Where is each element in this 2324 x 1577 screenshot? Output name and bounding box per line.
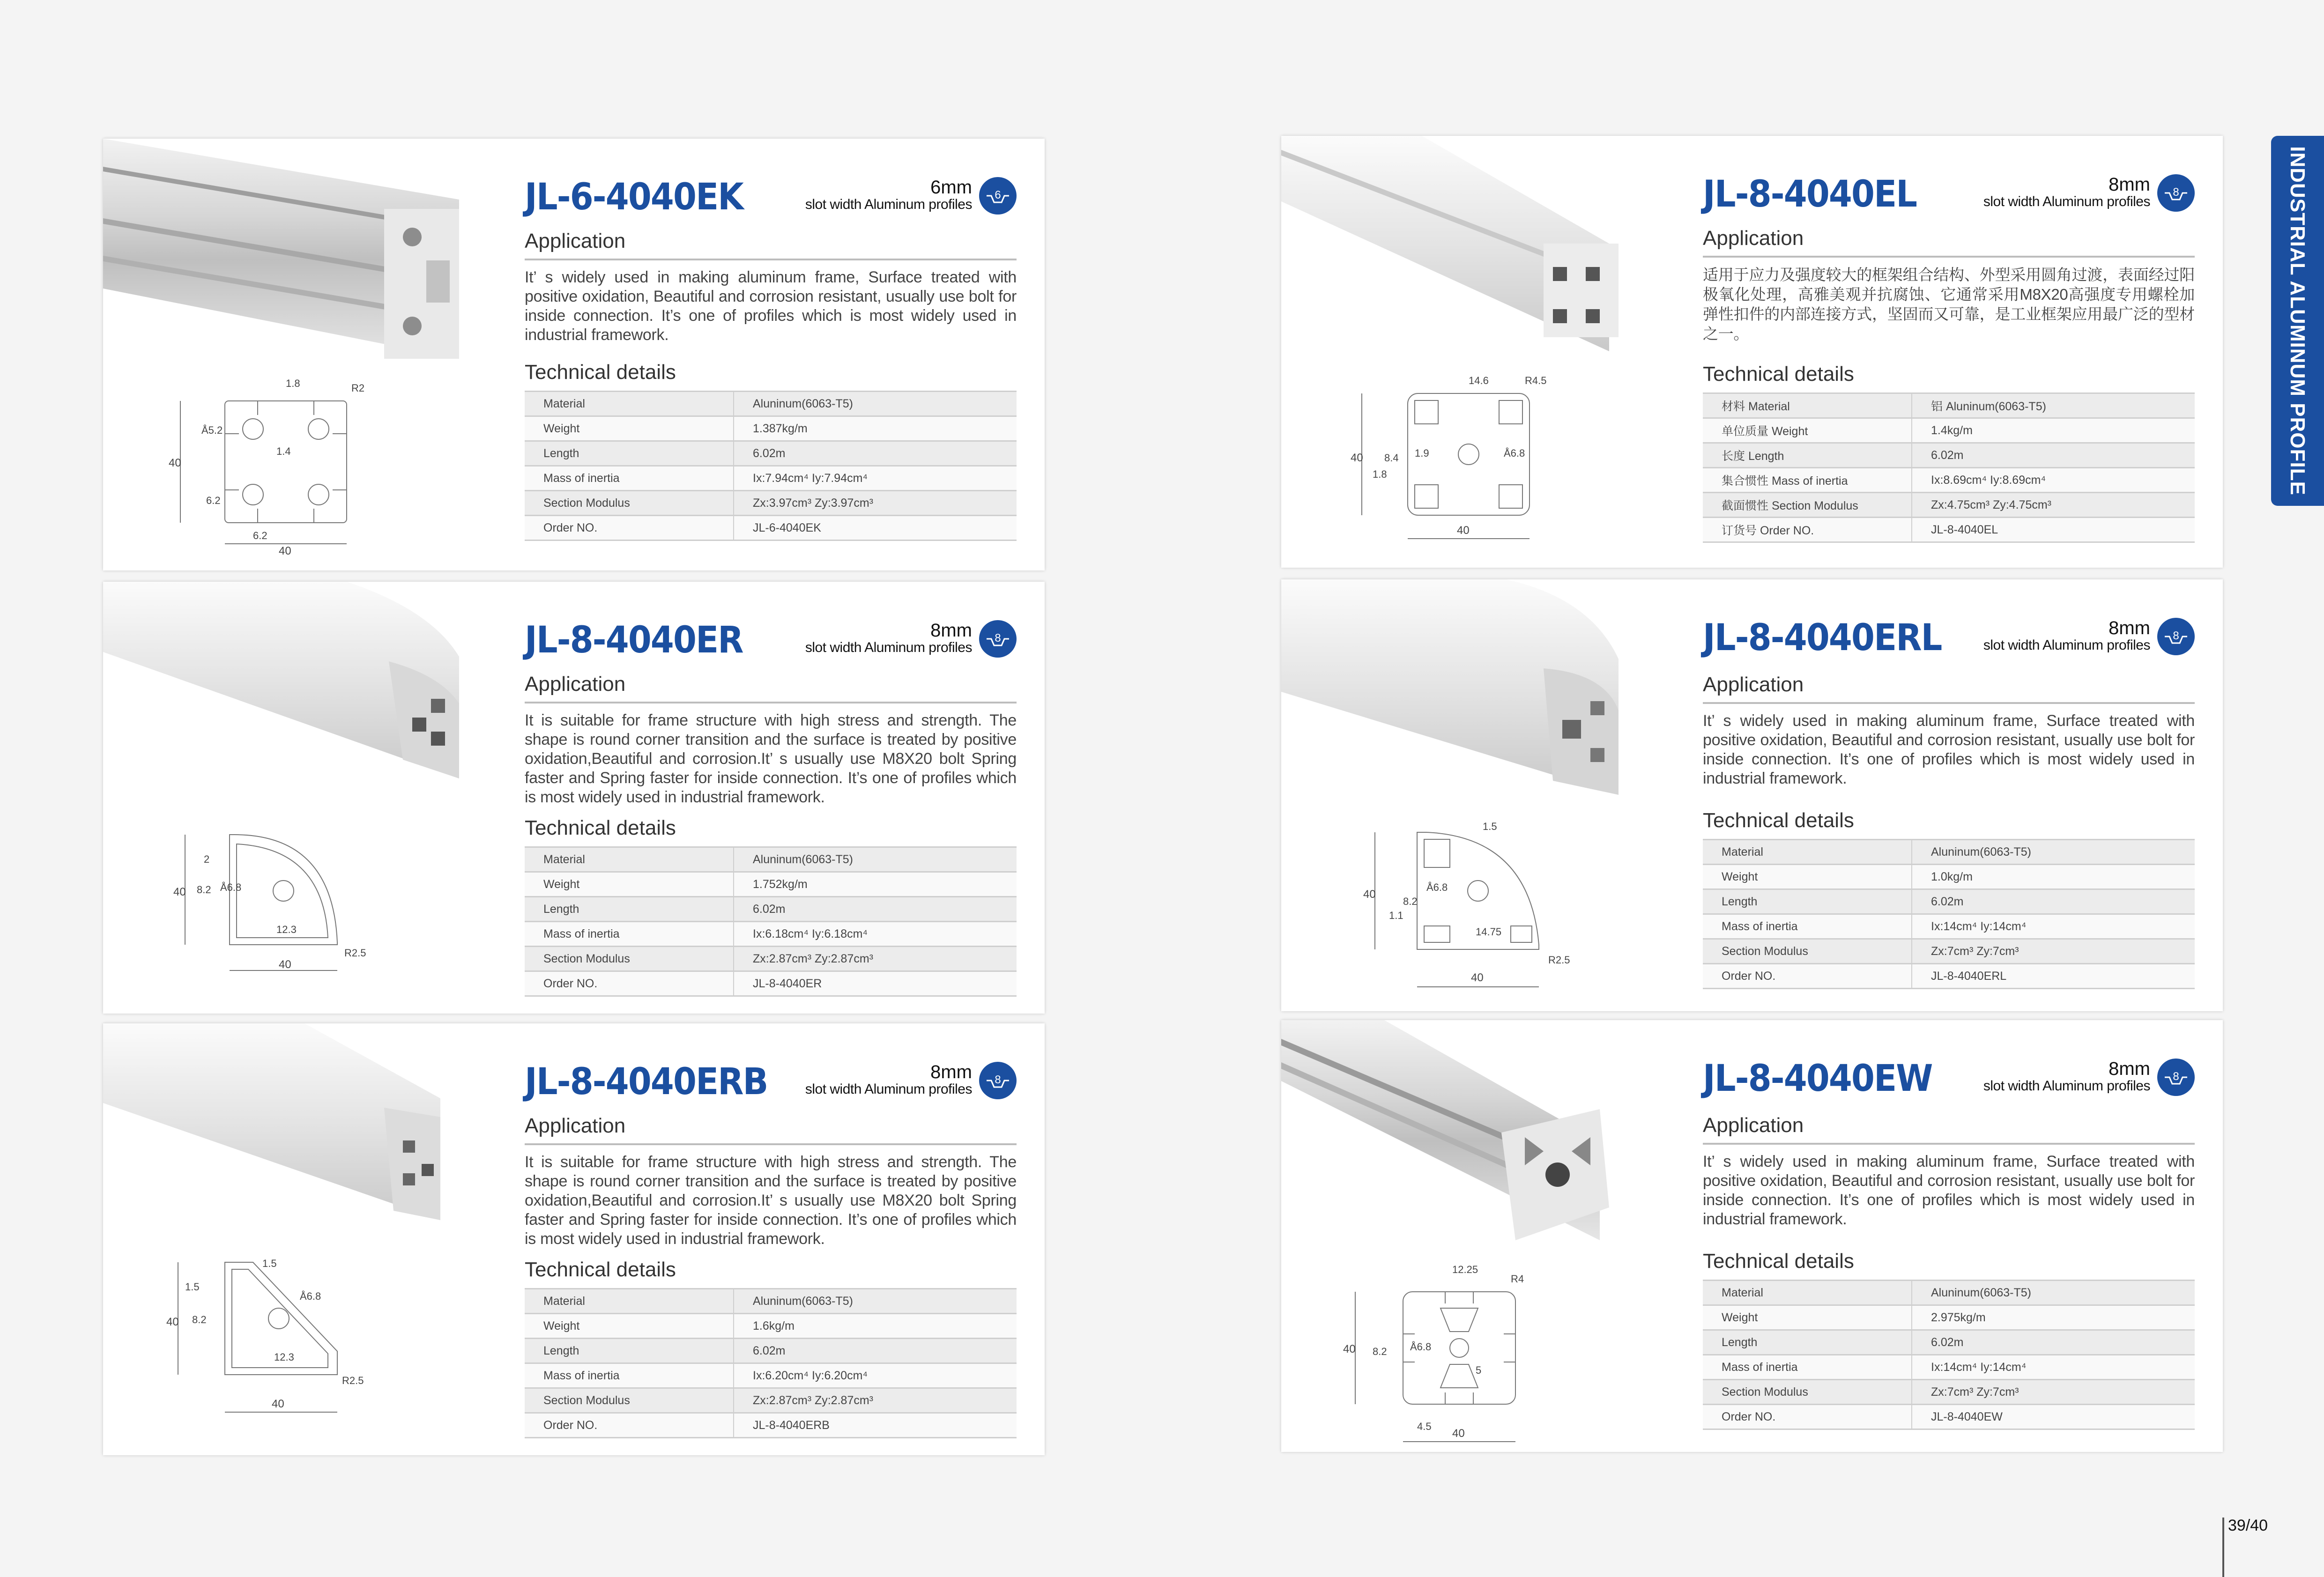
slot-desc: slot width Aluminum profiles bbox=[805, 640, 972, 655]
dim-label: 40 bbox=[279, 545, 291, 555]
slot-mm: 6mm bbox=[930, 177, 972, 198]
dim-label: R2.5 bbox=[344, 947, 366, 959]
slot-desc: slot width Aluminum profiles bbox=[805, 1081, 972, 1097]
table-row: Material Aluninum(6063-T5) bbox=[1703, 840, 2195, 865]
dim-label: 1.9 bbox=[1415, 447, 1429, 459]
table-row: Weight 1.0kg/m bbox=[1703, 865, 2195, 889]
dim-label: 1.8 bbox=[1373, 468, 1387, 480]
table-row: Weight 1.6kg/m bbox=[525, 1314, 1017, 1339]
table-row: Length 6.02m bbox=[1703, 1330, 2195, 1355]
slot-width-label bbox=[805, 178, 972, 212]
dim-label: Å5.2 bbox=[201, 424, 223, 436]
table-row: Length 6.02m bbox=[525, 1339, 1017, 1363]
dim-label: 2 bbox=[204, 853, 210, 865]
dim-label: 40 bbox=[1452, 1427, 1465, 1440]
table-row: Length 6.02m bbox=[525, 897, 1017, 922]
page-number: 39/40 bbox=[2228, 1517, 2268, 1534]
slot-width-label bbox=[1983, 1059, 2150, 1093]
svg-text:8: 8 bbox=[995, 632, 1001, 644]
spec-table bbox=[1703, 1280, 2195, 1430]
table-row: 集合惯性 Mass of inertia Ix:8.69cm⁴ Iy:8.69cm⁴ bbox=[1703, 468, 2195, 493]
table-row: Weight 1.387kg/m bbox=[525, 416, 1017, 441]
table-row: Material Aluninum(6063-T5) bbox=[1703, 1281, 2195, 1305]
slot-mm: 8mm bbox=[2109, 618, 2150, 638]
slot-mm: 8mm bbox=[2109, 174, 2150, 195]
section-side-tab bbox=[2271, 136, 2324, 506]
table-row: Section Modulus Zx:3.97cm³ Zy:3.97cm³ bbox=[525, 491, 1017, 516]
slot-width-icon bbox=[979, 1062, 1017, 1099]
product-photo bbox=[1281, 579, 1637, 800]
dim-label: 40 bbox=[1351, 452, 1363, 464]
application-heading: Application bbox=[525, 1114, 626, 1137]
table-row: Order NO. JL-8-4040ERL bbox=[1703, 964, 2195, 989]
dim-label: R4 bbox=[1511, 1273, 1524, 1285]
application-text: It’ s widely used in making aluminum frame, Surface treated with positive oxidation, Beautiful and corrosion resistant, usually use bolt for inside connection. It’s one of profiles which is most widely used in industrial framework. bbox=[1703, 1153, 2195, 1228]
page-number-divider bbox=[2222, 1518, 2224, 1577]
cross-section-drawing bbox=[155, 1244, 398, 1440]
product-card-jl-8-4040ew bbox=[1281, 1020, 2223, 1452]
dim-label: 1.5 bbox=[1483, 821, 1497, 832]
table-row: Weight 1.752kg/m bbox=[525, 872, 1017, 897]
dim-label: 12.3 bbox=[274, 1351, 294, 1363]
product-card-jl-8-4040erb bbox=[103, 1023, 1045, 1455]
dim-label: 40 bbox=[173, 886, 186, 898]
table-row: Mass of inertia Ix:7.94cm⁴ Iy:7.94cm⁴ bbox=[525, 466, 1017, 491]
table-row: Material Aluninum(6063-T5) bbox=[525, 1289, 1017, 1314]
table-row: Weight 2.975kg/m bbox=[1703, 1305, 2195, 1330]
table-row: 单位质量 Weight 1.4kg/m bbox=[1703, 418, 2195, 443]
table-row: Section Modulus Zx:2.87cm³ Zy:2.87cm³ bbox=[525, 1388, 1017, 1413]
model-title: JL-8-4040EW bbox=[1703, 1058, 1932, 1100]
cross-section-drawing bbox=[159, 359, 403, 555]
model-title: JL-8-4040EL bbox=[1703, 173, 1917, 215]
dim-label: 8.2 bbox=[192, 1314, 207, 1325]
dim-label: R4.5 bbox=[1525, 375, 1547, 386]
svg-text:8: 8 bbox=[2173, 1070, 2179, 1083]
model-title: JL-6-4040EK bbox=[525, 176, 743, 218]
slot-mm: 8mm bbox=[930, 620, 972, 641]
spec-table bbox=[525, 391, 1017, 541]
dim-label: 5 bbox=[1476, 1364, 1482, 1376]
application-heading: Application bbox=[525, 673, 626, 696]
dim-label: 6.2 bbox=[206, 495, 221, 506]
dim-label: 1.8 bbox=[286, 378, 300, 389]
product-photo bbox=[1281, 136, 1637, 356]
slot-width-icon bbox=[2157, 1059, 2195, 1096]
table-row: Order NO. JL-8-4040ER bbox=[525, 971, 1017, 996]
dim-label: R2.5 bbox=[1548, 954, 1570, 966]
slot-desc: slot width Aluminum profiles bbox=[1983, 637, 2150, 653]
dim-label: Å6.8 bbox=[1410, 1341, 1432, 1353]
dim-label: 40 bbox=[1457, 524, 1470, 537]
table-row: Order NO. JL-6-4040EK bbox=[525, 516, 1017, 540]
application-text: It is suitable for frame structure with high stress and strength. The shape is round corner transition and the surface is treated by positive oxidation,Beautiful and corrosion.It’ s usually use M8X20 bolt Spring faster and Spring faster for inside connection. It’s one of profiles which is most widely used in industrial framework. bbox=[525, 1153, 1017, 1248]
spec-table bbox=[1703, 392, 2195, 543]
spec-table bbox=[1703, 839, 2195, 989]
table-row: Material Aluninum(6063-T5) bbox=[525, 392, 1017, 416]
product-card-jl-8-4040er bbox=[103, 582, 1045, 1014]
application-heading: Application bbox=[1703, 1114, 1804, 1137]
table-row: Mass of inertia Ix:14cm⁴ Iy:14cm⁴ bbox=[1703, 1355, 2195, 1380]
slot-width-label bbox=[805, 1063, 972, 1096]
table-row: Order NO. JL-8-4040EW bbox=[1703, 1405, 2195, 1429]
slot-width-icon bbox=[2157, 174, 2195, 212]
table-row: Mass of inertia Ix:6.20cm⁴ Iy:6.20cm⁴ bbox=[525, 1363, 1017, 1388]
dim-label: 40 bbox=[1471, 971, 1484, 984]
dim-label: 40 bbox=[166, 1316, 179, 1328]
dim-label: 8.2 bbox=[1403, 896, 1418, 907]
dim-label: 40 bbox=[1363, 888, 1376, 901]
product-card-jl-8-4040erl bbox=[1281, 579, 2223, 1011]
dim-label: 40 bbox=[169, 457, 181, 469]
technical-heading: Technical details bbox=[1703, 809, 1854, 832]
technical-heading: Technical details bbox=[1703, 363, 1854, 385]
slot-mm: 8mm bbox=[930, 1062, 972, 1082]
table-row: Mass of inertia Ix:14cm⁴ Iy:14cm⁴ bbox=[1703, 914, 2195, 939]
dim-label: 8.2 bbox=[1373, 1346, 1387, 1357]
product-photo bbox=[103, 582, 459, 802]
divider bbox=[525, 1143, 1017, 1145]
model-title: JL-8-4040ERB bbox=[525, 1061, 768, 1103]
table-row: Mass of inertia Ix:6.18cm⁴ Iy:6.18cm⁴ bbox=[525, 922, 1017, 947]
dim-label: 1.5 bbox=[185, 1281, 200, 1293]
technical-heading: Technical details bbox=[525, 816, 676, 839]
table-row: 长度 Length 6.02m bbox=[1703, 443, 2195, 468]
table-row: 材料 Material 铝 Aluninum(6063-T5) bbox=[1703, 393, 2195, 418]
dim-label: Å6.8 bbox=[1504, 447, 1525, 459]
application-heading: Application bbox=[1703, 227, 1804, 250]
application-heading: Application bbox=[525, 230, 626, 252]
dim-label: 1.5 bbox=[262, 1258, 277, 1269]
table-row: Section Modulus Zx:7cm³ Zy:7cm³ bbox=[1703, 939, 2195, 964]
divider bbox=[1703, 256, 2195, 258]
dim-label: 12.25 bbox=[1452, 1264, 1478, 1275]
dim-label: 6.2 bbox=[253, 530, 267, 541]
dim-label: 40 bbox=[272, 1398, 284, 1410]
divider bbox=[525, 259, 1017, 260]
cross-section-drawing bbox=[1342, 804, 1586, 1006]
divider bbox=[1703, 1143, 2195, 1145]
slot-desc: slot width Aluminum profiles bbox=[805, 197, 972, 212]
dim-label: 8.2 bbox=[197, 884, 211, 896]
slot-width-icon bbox=[2157, 618, 2195, 655]
slot-width-icon bbox=[979, 177, 1017, 215]
dim-label: Å6.8 bbox=[220, 881, 242, 893]
dim-label: 8.4 bbox=[1384, 452, 1399, 464]
dim-label: 4.5 bbox=[1417, 1421, 1432, 1432]
dim-label: 1.1 bbox=[1389, 910, 1403, 921]
table-row: Section Modulus Zx:7cm³ Zy:7cm³ bbox=[1703, 1380, 2195, 1405]
slot-width-label bbox=[1983, 175, 2150, 209]
divider bbox=[525, 702, 1017, 703]
table-row: Order NO. JL-8-4040ERB bbox=[525, 1413, 1017, 1438]
slot-desc: slot width Aluminum profiles bbox=[1983, 1078, 2150, 1094]
svg-text:6: 6 bbox=[995, 189, 1001, 201]
dim-label: 12.3 bbox=[276, 924, 297, 935]
dim-label: R2 bbox=[351, 382, 365, 394]
technical-heading: Technical details bbox=[525, 1258, 676, 1281]
dim-label: 14.6 bbox=[1469, 375, 1489, 386]
table-row: Length 6.02m bbox=[1703, 889, 2195, 914]
dim-label: 1.4 bbox=[276, 445, 291, 457]
model-title: JL-8-4040ERL bbox=[1703, 617, 1942, 659]
cross-section-drawing bbox=[1333, 1245, 1576, 1451]
application-text: It is suitable for frame structure with high stress and strength. The shape is round corner transition and the surface is treated by positive oxidation,Beautiful and corrosion.It’ s usually use M8X20 bolt Spring faster and Spring faster for inside connection. It’s one of profiles which is most widely used in industrial framework. bbox=[525, 711, 1017, 806]
dim-label: 40 bbox=[279, 958, 291, 971]
technical-heading: Technical details bbox=[525, 361, 676, 384]
svg-text:8: 8 bbox=[2173, 186, 2179, 199]
slot-mm: 8mm bbox=[2109, 1059, 2150, 1079]
application-text: 适用于应力及强度较大的框架组合结构、外型采用圆角过渡，表面经过阳极氧化处理，高雅美观并抗腐蚀、它通常采用M8X20高强度专用螺栓加弹性扣件的内部连接方式，坚固而又可靠，是工业框架应用最广泛的型材之一。 bbox=[1703, 266, 2195, 342]
slot-width-label bbox=[805, 621, 972, 655]
application-heading: Application bbox=[1703, 673, 1804, 696]
dim-label: 40 bbox=[1343, 1343, 1356, 1355]
dim-label: Å6.8 bbox=[300, 1290, 321, 1302]
slot-desc: slot width Aluminum profiles bbox=[1983, 194, 2150, 209]
side-tab-label: INDUSTRIAL ALUMINUM PROFILE bbox=[2286, 146, 2309, 496]
dim-label: R2.5 bbox=[342, 1375, 364, 1386]
slot-width-icon bbox=[979, 620, 1017, 658]
product-card-jl-8-4040el bbox=[1281, 136, 2223, 568]
dim-label: 14.75 bbox=[1476, 926, 1502, 938]
dim-label: Å6.8 bbox=[1426, 881, 1448, 893]
cross-section-drawing bbox=[1333, 356, 1576, 557]
slot-width-label bbox=[1983, 619, 2150, 652]
product-photo bbox=[1281, 1020, 1637, 1240]
svg-text:8: 8 bbox=[2173, 629, 2179, 642]
product-photo bbox=[103, 139, 459, 359]
spec-table bbox=[525, 846, 1017, 997]
table-row: 订货号 Order NO. JL-8-4040EL bbox=[1703, 518, 2195, 542]
technical-heading: Technical details bbox=[1703, 1250, 1854, 1273]
svg-text:8: 8 bbox=[995, 1074, 1001, 1086]
product-photo bbox=[103, 1023, 459, 1244]
application-text: It’ s widely used in making aluminum frame, Surface treated with positive oxidation, Beautiful and corrosion resistant, usually use bolt for inside connection. It’s one of profiles which is most widely used in industrial framework. bbox=[525, 268, 1017, 344]
spec-table bbox=[525, 1288, 1017, 1438]
cross-section-drawing bbox=[159, 816, 403, 1003]
table-row: 截面惯性 Section Modulus Zx:4.75cm³ Zy:4.75cm³ bbox=[1703, 493, 2195, 518]
table-row: Length 6.02m bbox=[525, 441, 1017, 466]
table-row: Material Aluninum(6063-T5) bbox=[525, 847, 1017, 872]
application-text: It’ s widely used in making aluminum frame, Surface treated with positive oxidation, Beautiful and corrosion resistant, usually use bolt for inside connection. It’s one of profiles which is most widely used in industrial framework. bbox=[1703, 712, 2195, 787]
table-row: Section Modulus Zx:2.87cm³ Zy:2.87cm³ bbox=[525, 947, 1017, 971]
product-card-jl-6-4040ek bbox=[103, 139, 1045, 570]
model-title: JL-8-4040ER bbox=[525, 619, 743, 661]
divider bbox=[1703, 702, 2195, 704]
